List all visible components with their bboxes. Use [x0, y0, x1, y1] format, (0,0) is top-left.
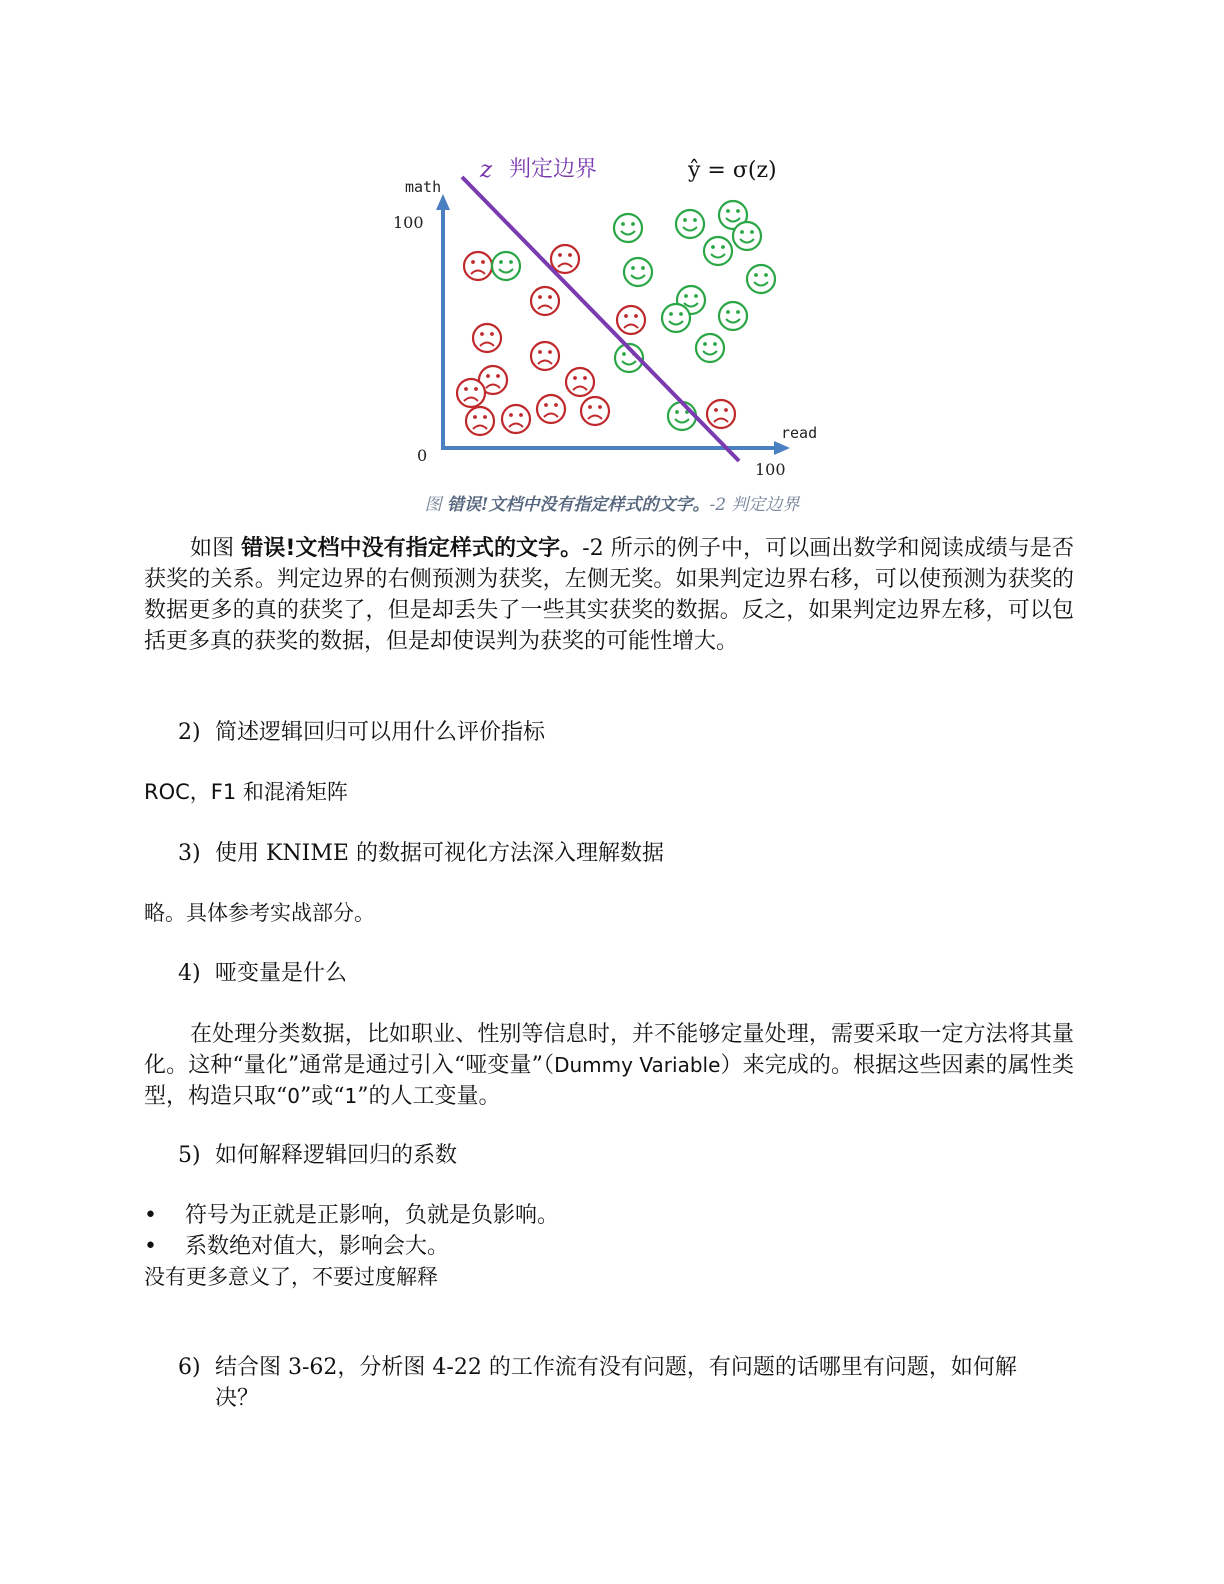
happy-face-icon [704, 237, 732, 265]
answer4-zero: 0 [287, 1084, 300, 1108]
figure-caption [0, 490, 1224, 515]
answer-5: 没有更多意义了，不要过度解释 [144, 1265, 438, 1289]
answer4-part2: ）来完成的。根据这些因素的属性类型，构造只取“ [144, 1053, 1074, 1109]
question-3 [178, 838, 664, 869]
caption-prefix: 图 [424, 495, 447, 515]
sad-face-icon [537, 395, 565, 423]
face-markers [457, 201, 775, 435]
origin-label: 0 [417, 446, 428, 465]
happy-face-icon [747, 265, 775, 293]
question-number: 3) [178, 841, 201, 866]
question-text-line1: 结合图 3-62，分析图 4-22 的工作流有没有问题，有问题的话哪里有问题，如何解 [215, 1355, 1017, 1380]
boundary-label-z: z [480, 157, 493, 183]
sad-face-icon [566, 368, 594, 396]
sigmoid-formula: ŷ = σ(z) [688, 158, 777, 183]
question-text: 使用 KNIME 的数据可视化方法深入理解数据 [215, 841, 664, 866]
answer4-dummy-term: Dummy Variable [554, 1053, 721, 1077]
question-2 [178, 717, 545, 748]
question-5 [178, 1140, 457, 1171]
question-text: 如何解释逻辑回归的系数 [215, 1143, 458, 1168]
happy-face-icon [696, 334, 724, 362]
question-text: 哑变量是什么 [215, 961, 348, 986]
caption-suffix: -2 判定边界 [709, 495, 800, 515]
sad-face-icon [473, 324, 501, 352]
sad-face-icon [464, 252, 492, 280]
sad-face-icon [531, 287, 559, 315]
happy-face-icon [668, 402, 696, 430]
para1-bold: 错误!文档中没有指定样式的文字。 [241, 536, 583, 561]
answer4-one: 1 [344, 1084, 358, 1108]
happy-face-icon [719, 302, 747, 330]
x-axis-arrow [774, 441, 790, 455]
sad-face-icon [502, 405, 530, 433]
answer-2: ROC，F1 和混淆矩阵 [144, 780, 348, 804]
bullet-item [144, 1200, 559, 1231]
answer4-part4: ”的人工变量。 [357, 1084, 501, 1109]
sad-face-icon [531, 342, 559, 370]
x-tick-100: 100 [755, 460, 786, 479]
bullet-text: 符号为正就是正影响，负就是负影响。 [185, 1203, 560, 1228]
happy-face-icon [614, 214, 642, 242]
question-number: 4) [178, 961, 201, 986]
sad-face-icon [551, 245, 579, 273]
answer-3: 略。具体参考实战部分。 [144, 901, 375, 925]
happy-face-icon [492, 252, 520, 280]
para1-start: 如图 [190, 536, 242, 561]
question-4 [178, 958, 347, 989]
paragraph-decision-boundary [144, 533, 1074, 657]
sad-face-icon [581, 397, 609, 425]
sad-face-icon [466, 407, 494, 435]
boundary-label-text: 判定边界 [509, 157, 598, 182]
happy-face-icon [624, 258, 652, 286]
question-text-line2: 决？ [215, 1386, 260, 1411]
happy-face-icon [676, 210, 704, 238]
caption-bold: 错误!文档中没有指定样式的文字。 [446, 495, 710, 515]
sad-face-icon [617, 306, 645, 334]
answer-4 [144, 1019, 1074, 1112]
decision-boundary-figure [380, 145, 860, 485]
answer4-part1: 在处理分类数据，比如职业、性别等信息时，并不能够定量处理，需要采取一定方法将其量化。这种“量化”通常是通过引入“哑变量”（ [144, 1022, 1074, 1078]
x-axis-label: read [781, 424, 818, 442]
bullet-item [144, 1231, 449, 1262]
bullet-text: 系数绝对值大，影响会大。 [185, 1234, 450, 1259]
y-tick-100: 100 [393, 213, 424, 232]
question-number: 2) [178, 720, 201, 745]
sad-face-icon [457, 379, 485, 407]
y-axis-label: math [405, 178, 442, 196]
question-6 [178, 1352, 1058, 1414]
bullet-dot-icon: • [144, 1203, 157, 1228]
question-text: 简述逻辑回归可以用什么评价指标 [215, 720, 546, 745]
happy-face-icon [662, 304, 690, 332]
bullet-dot-icon: • [144, 1234, 157, 1259]
y-axis-arrow [436, 194, 450, 210]
happy-face-icon [733, 222, 761, 250]
sad-face-icon [707, 400, 735, 428]
answer4-part3: ”或“ [299, 1084, 345, 1109]
question-number: 5) [178, 1143, 201, 1168]
question-number: 6) [178, 1355, 201, 1380]
para1-rest: -2 所示的例子中，可以画出数学和阅读成绩与是否获奖的关系。判定边界的右侧预测为获奖，左侧无奖。如果判定边界右移，可以使预测为获奖的数据更多的真的获奖了，但是却丢失了一些其实获奖的数据。反之，如果判定边界左移，可以包括更多真的获奖的数据，但是却使误判为获奖的可能性增大。 [144, 536, 1074, 654]
